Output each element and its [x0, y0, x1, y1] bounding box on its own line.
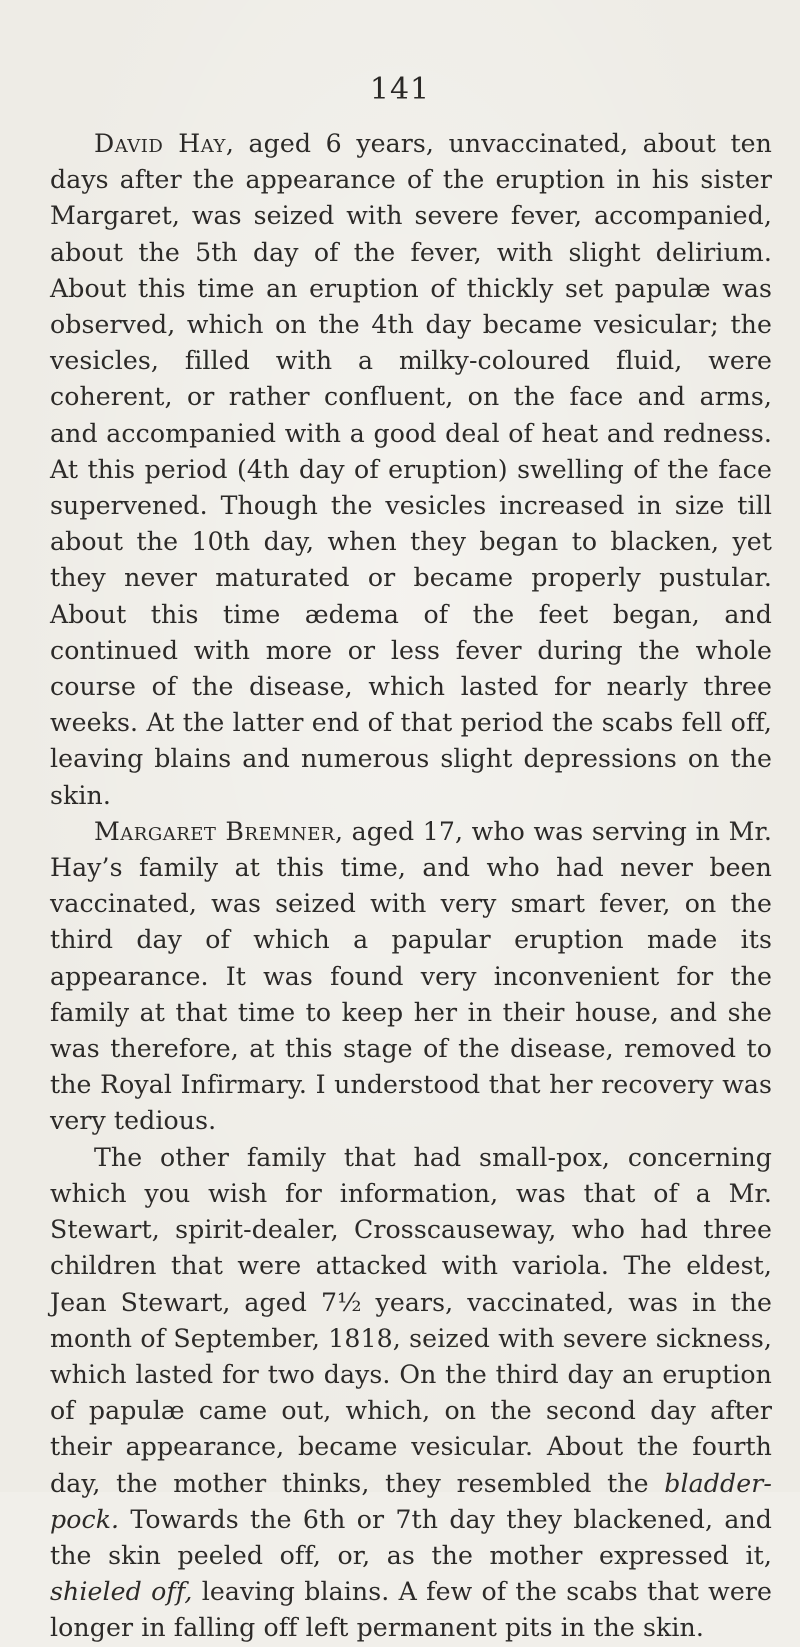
patient-name: Margaret Bremner	[94, 816, 335, 846]
paragraph-text: , aged 6 years, unvaccinated, about ten days after the appearance of the eruption in his sister Margaret, was seized with severe fever, accompanied, about the 5th day of the fever, with slight delirium. About this time an eruption of thickly set papulæ was observed, which on the 4th day became vesicular; the vesicles, filled with a milky-coloured fluid, were coherent, or rather confluent, on the face and arms, and accompanied with a good deal of heat and redness. At this period (4th day of eruption) swelling of the face supervened. Though the vesicles increased in size till about the 10th day, when they began to blacken, yet they never maturated or became properly pustular. About this time ædema of the feet began, and continued with more or less fever during the whole course of the disease, which lasted for nearly three weeks. At the latter end of that period the scabs fell off, leaving blains and numerous slight depressions on the skin.	[50, 129, 773, 810]
paragraph-text: leaving blains. A few of the scabs that were longer in falling off left permanent pits in the skin.	[50, 1577, 772, 1643]
paragraph-margaret-bremner	[50, 814, 772, 1140]
page-number: 141	[369, 72, 431, 107]
paragraph-text: , aged 17, who was serving in Mr. Hay’s family at this time, and who had never been vaccinated, was seized with very smart fever, on the third day of which a papular eruption made its appearance. It was found very inconvenient for the family at that time to keep her in their house, and she was therefore, at this stage of the disease, removed to the Royal Infirmary. I understood that her recovery was very tedious.	[50, 816, 772, 1136]
italic-term: bladder-pock.	[50, 1468, 772, 1534]
patient-name: David Hay	[94, 129, 226, 158]
paragraph-text: Towards the 6th or 7th day they blackened, and the skin peeled off, or, as the mother expressed it,	[50, 1504, 772, 1570]
paragraph-stewart-family	[50, 1140, 772, 1647]
paragraph-text: The other family that had small-pox, concerning which you wish for information, was that of a Mr. Stewart, spirit-dealer, Crosscauseway, who had three children that were attacked with variola. The eldest, Jean Stewart, aged 7½ years, vaccinated, was in the month of September, 1818, seized with severe sickness, which lasted for two days. On the third day an eruption of papulæ came out, which, on the second day after their appearance, became vesicular. About the fourth day, the mother thinks, they resembled the	[50, 1142, 772, 1498]
body-text	[50, 126, 772, 1647]
italic-term: shieled off,	[50, 1577, 193, 1607]
paragraph-david-hay	[50, 126, 772, 814]
